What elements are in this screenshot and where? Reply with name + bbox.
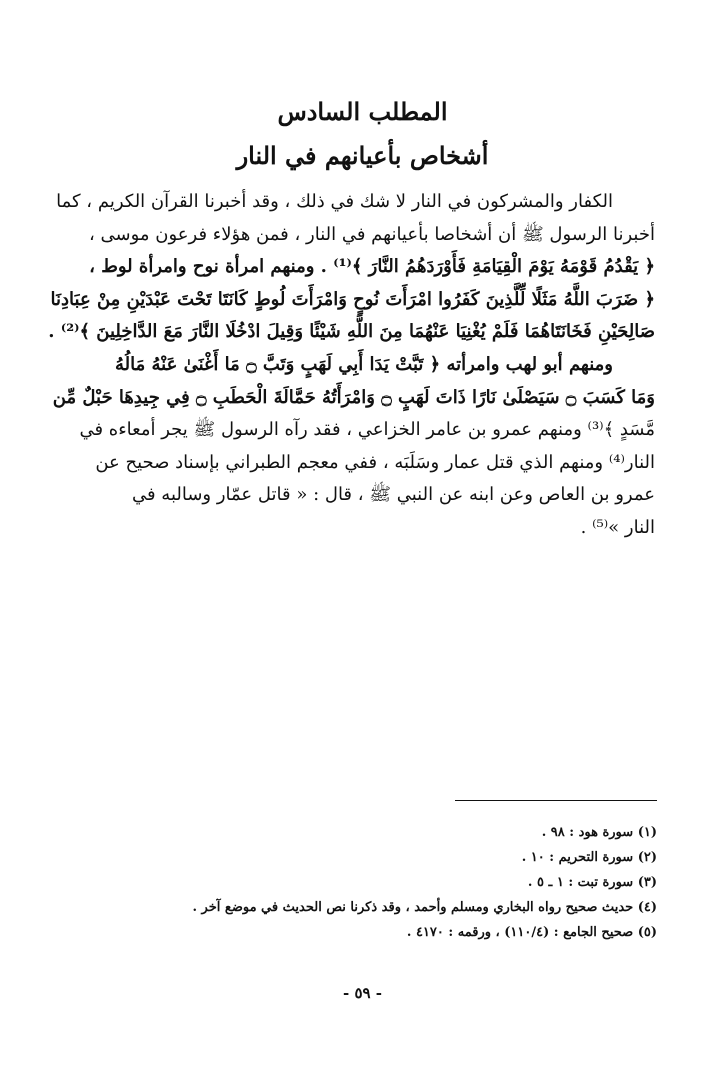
body-line: ومنهم أبو لهب وامرأته ﴿ تَبَّتْ يَدَا أَبِي لَهَبٍ وَتَبَّ ۝ مَا أَغْنَىٰ عَنْهُ مَالُهُ	[114, 353, 613, 375]
footnotes	[72, 820, 657, 945]
footnote-divider	[455, 800, 657, 801]
page-number: - ٥٩ -	[342, 984, 383, 1002]
body-line: الكفار والمشركون في النار لا شك في ذلك ، وقد أخبرنا القرآن الكريم ، كما	[56, 191, 613, 212]
body-line: النار »⁽⁵⁾ .	[580, 516, 655, 538]
footnote: (٣) سورة تبت : ١ ـ ٥ .	[527, 875, 657, 890]
body-line: وَمَا كَسَبَ ۝ سَيَصْلَىٰ نَارًا ذَاتَ لَهَبٍ ۝ وَامْرَأَتُهُ حَمَّالَةَ الْحَطَبِ ۝ فِي جِيدِهَا حَبْلٌ مِّن	[52, 386, 655, 408]
body-line: أخبرنا الرسول ﷺ أن أشخاصا بأعيانهم في النار ، فمن هؤلاء فرعون موسى ،	[89, 223, 655, 245]
body-line: صَالِحَيْنِ فَخَانَتَاهُمَا فَلَمْ يُغْنِيَا عَنْهُمَا مِنَ اللَّهِ شَيْئًا وَقِيلَ ادْخُلَا النَّارَ مَعَ الدَّاخِلِينَ ﴾⁽²⁾ .	[48, 321, 655, 343]
body-line: ﴿ يَقْدُمُ قَوْمَهُ يَوْمَ الْقِيَامَةِ فَأَوْرَدَهُمُ النَّارَ ﴾⁽¹⁾ . ومنهم امرأة نوح وامرأة لوط ،	[89, 256, 655, 278]
section-heading: المطلب السادس	[277, 97, 448, 126]
footnote: (٥) صحيح الجامع : (١١٠/٤) ، ورقمه : ٤١٧٠ .	[406, 925, 657, 940]
footnote: (١) سورة هود : ٩٨ .	[541, 825, 657, 840]
body-line: النار⁽⁴⁾ ومنهم الذي قتل عمار وسَلَبَه ، ففي معجم الطبراني بإسناد صحيح عن	[95, 451, 655, 473]
footnote: (٤) حديث صحيح رواه البخاري ومسلم وأحمد ، وقد ذكرنا نص الحديث في موضع آخر .	[192, 900, 657, 915]
section-title: أشخاص بأعيانهم في النار	[236, 141, 489, 170]
body-text	[48, 186, 655, 545]
footnote: (٢) سورة التحريم : ١٠ .	[521, 850, 657, 865]
body-line: ﴿ ضَرَبَ اللَّهُ مَثَلًا لِّلَّذِينَ كَفَرُوا امْرَأَتَ نُوحٍ وَامْرَأَتَ لُوطٍ كَانَتَا تَحْتَ عَبْدَيْنِ مِنْ عِبَادِنَا	[50, 288, 655, 310]
body-line: مَّسَدٍ ﴾⁽³⁾ ومنهم عمرو بن عامر الخزاعي ، فقد رآه الرسول ﷺ يجر أمعاءه في	[79, 419, 655, 441]
body-line: عمرو بن العاص وعن ابنه عن النبي ﷺ ، قال : « قاتل عمّار وسالبه في	[131, 484, 655, 506]
